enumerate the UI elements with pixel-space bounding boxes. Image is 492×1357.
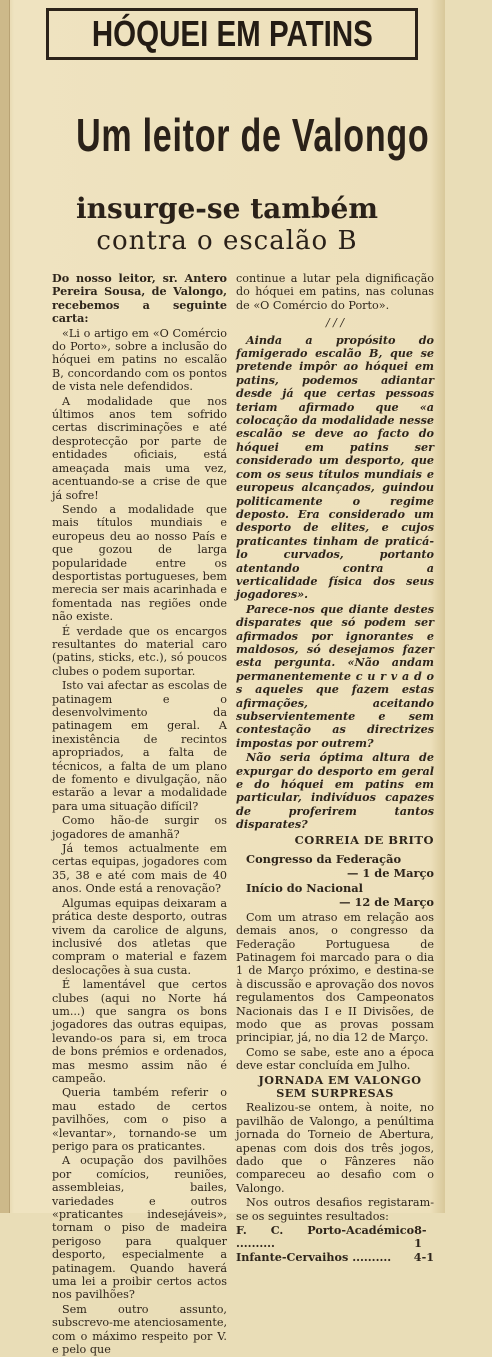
letter-paragraph: É lamentável que certos clubes (aqui no Norte há um...) que sangra os bons jogadores das outras equipas, levando-os para si, em troca de bons prémios e ordenados, mas mesmo assim não é campeão. bbox=[52, 978, 227, 1085]
page-gutter bbox=[0, 0, 10, 1213]
editorial-paragraph: Parece-nos que diante destes disparates que só podem ser afirmados por ignorantes e maldosos, só desejamos fazer esta pergunta. «Não andam permanentemente c u r v a d o s aqueles que fazem estas afirmações, aceitando subservientemente e sem contestação as directrizes impostas por outrem? bbox=[236, 601, 434, 750]
federation-paragraph: Com um atraso em relação aos demais anos, o congresso da Federação Portuguesa de Patinagem foi marcado para o dia 1 de Março próximo, e destina-se à discussão e aprovação dos novos regulamentos dos Campeonatos Nacionais das I e II Divisões, de modo que as provas possam principiar, já, no dia 12 de Março. bbox=[236, 910, 434, 1045]
subheading-jornada: JORNADA EM VALONGO SEM SURPRESAS bbox=[258, 1072, 422, 1100]
author-signature: CORREIA DE BRITO bbox=[294, 832, 434, 847]
left-column bbox=[52, 271, 227, 1357]
letter-paragraph: Isto vai afectar as escolas de patinagem e o desenvolvimento da patinagem em geral. A inexistência de recintos apropriados, a falta de técnicos, a falta de um plano de fomento e divulgação, não estarão a levar a modalidade para uma situação difícil? bbox=[52, 679, 227, 813]
letter-paragraph: A ocupação dos pavilhões por comícios, reuniões, assembleias, bailes, variedades e outros «praticantes indesejáveis», tornam o piso de madeira perigoso para qualquer desporto, especialmente a patinagem. Quando haverá uma lei a proibir certos actos nos pavilhões? bbox=[52, 1154, 227, 1302]
letter-paragraph: Como hão-de surgir os jogadores de amanhã? bbox=[52, 814, 227, 841]
editorial-paragraph: Ainda a propósito do famigerado escalão B, que se pretende impôr ao hóquei em patins, podemos adiantar desde já que certas pessoas teriam afirmado que «a colocação da modalidade nesse escalão se deve ao facto do hóquei em patins ser considerado um desporto, que com os seus títulos mundiais e europeus alcançados, guindou politicamente o regime deposto. Era considerado um desporto de elites, e cujos praticantes tinham de praticá-lo curvados, portanto atentando contra a verticalidade física dos seus jogadores». bbox=[236, 332, 434, 602]
right-column bbox=[236, 272, 434, 1264]
headline-line-1: Um leitor de Valongo bbox=[76, 109, 430, 161]
letter-continuation: continue a lutar pela dignificação do hóquei em patins, nas colunas de «O Comércio do Porto». bbox=[236, 272, 434, 312]
result-score: 8-1 bbox=[414, 1223, 427, 1251]
result-score: 4-1 bbox=[413, 1249, 434, 1264]
letter-paragraph: É verdade que os encargos resultantes do material caro (patins, sticks, etc.), só poucos clubes o podem suportar. bbox=[52, 624, 227, 678]
letter-paragraph: A modalidade que nos últimos anos tem sofrido certas discriminações e até desprotecção por parte de entidades oficiais, está ameaçada mais uma vez, acentuando-se a crise de que já sofre! bbox=[52, 394, 227, 502]
letter-paragraph: Sendo a modalidade que mais títulos mundiais e europeus deu ao nosso País e que gozou de larga popularidade entre os desportistas portugueses, bem merecia ser mais acarinhada e fomentada nas regiões onde não existe. bbox=[52, 502, 227, 624]
editorial-paragraph: Não seria óptima altura de expurgar do desporto em geral e do hóquei em patins em particular, indivíduos capazes de proferirem tantos disparates? bbox=[236, 750, 434, 832]
subheading-congress: Congresso da Federação bbox=[246, 852, 402, 867]
letter-paragraph: Já temos actualmente em certas equipas, jogadores com 35, 38 e até com mais de 40 anos. Onde está a renovação? bbox=[52, 842, 227, 896]
result-match: Infante-Cervaihos .......... bbox=[236, 1249, 392, 1264]
result-row bbox=[236, 1251, 434, 1264]
subheading-national-date: — 12 de Março bbox=[339, 895, 434, 910]
result-match: F. C. Porto-Académico .......... bbox=[236, 1223, 415, 1251]
headline-line-2: insurge-se também bbox=[76, 192, 378, 225]
headline-line-3: contra o escalão B bbox=[96, 226, 358, 256]
letter-paragraph: Algumas equipas deixaram a prática deste desporto, outras vivem da carolice de alguns, inclusivé dos atletas que compram o material e fazem deslocações à sua custa. bbox=[52, 896, 227, 977]
section-kicker: HÓQUEI EM PATINS bbox=[91, 13, 373, 54]
letter-paragraph: «Li o artigo em «O Comércio do Porto», sobre a inclusão do hóquei em patins no escalão B, concordando com os pontos de vista nele defendidos. bbox=[52, 326, 227, 394]
letter-paragraph: Queria também referir o mau estado de certos pavilhões, com o piso a «levantar», tornando-se um perigo para os praticantes. bbox=[52, 1086, 227, 1153]
section-separator: / / / bbox=[325, 316, 345, 330]
section-kicker-box bbox=[46, 8, 418, 60]
letter-intro: Do nosso leitor, sr. Antero Pereira Sousa, de Valongo, recebemos a seguinte carta: bbox=[52, 271, 227, 326]
subheading-national: Início do Nacional bbox=[246, 880, 363, 895]
jornada-paragraph: Nos outros desafios registaram-se os seguintes resultados: bbox=[236, 1196, 434, 1223]
result-row bbox=[236, 1224, 434, 1251]
federation-paragraph: Como se sabe, este ano a época deve estar concluída em Julho. bbox=[236, 1045, 434, 1073]
jornada-paragraph: Realizou-se ontem, à noite, no pavilhão de Valongo, a penúltima jornada do Torneio de Abertura, apenas com dois dos três jogos, dado que o Fânzeres não compareceu ao desafio com o Valongo. bbox=[236, 1101, 434, 1195]
letter-paragraph: Sem outro assunto, subscrevo-me atenciosamente, com o máximo respeito por V. e pelo que bbox=[52, 1302, 227, 1357]
subheading-congress-date: — 1 de Março bbox=[347, 866, 434, 881]
